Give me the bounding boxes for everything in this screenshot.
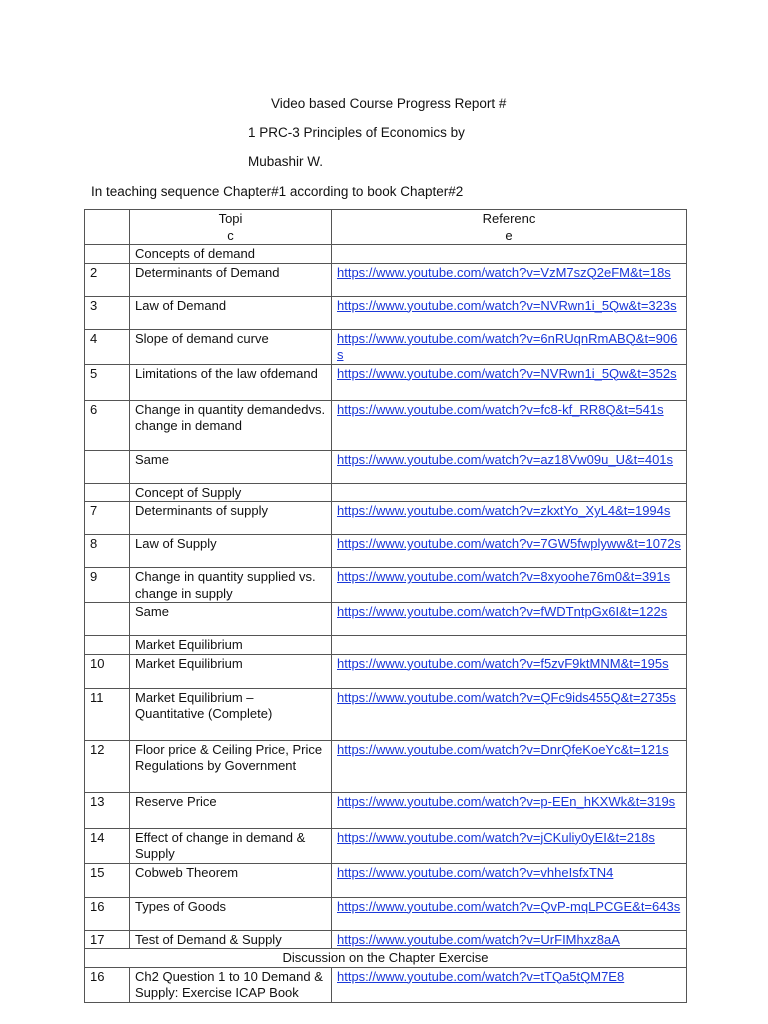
row-topic: Cobweb Theorem [130,863,332,897]
row-topic: Limitations of the law ofdemand [130,364,332,400]
row-topic: Same [130,450,332,483]
video-link[interactable]: https://www.youtube.com/watch?v=8xyoohe76m0&t=391s [337,569,671,584]
video-link[interactable]: https://www.youtube.com/watch?v=fc8-kf_RR8Q&t=541s [337,401,664,417]
teaching-sequence-note: In teaching sequence Chapter#1 according to book Chapter#2 [91,184,464,199]
row-number: 2 [85,263,130,296]
empty-cell [85,245,130,264]
video-link[interactable]: https://www.youtube.com/watch?v=NVRwn1i_5Qw&t=323s [337,297,677,313]
table-row [85,502,687,535]
table-row [85,828,687,863]
header-topic-part-2: c [227,227,234,243]
row-reference [332,688,687,740]
video-link[interactable]: https://www.youtube.com/watch?v=6nRUqnRmABQ&t=906s [337,330,678,362]
table-row [85,400,687,450]
video-link[interactable]: https://www.youtube.com/watch?v=f5zvF9ktMNM&t=195s [337,655,669,671]
row-reference [332,450,687,483]
row-number [85,450,130,483]
row-topic: Test of Demand & Supply [130,930,332,949]
section-concepts-of-demand: Concepts of demand [130,245,332,264]
section-row [85,949,687,968]
section-row [85,636,687,655]
row-number: 5 [85,364,130,400]
row-topic: Types of Goods [130,897,332,930]
video-link[interactable]: https://www.youtube.com/watch?v=p-EEn_hKXWk&t=319s [337,793,676,809]
row-number: 6 [85,400,130,450]
row-number: 10 [85,654,130,688]
row-topic: Law of Demand [130,296,332,329]
video-link[interactable]: https://www.youtube.com/watch?v=tTQa5tQM7E8 [337,968,625,984]
row-topic: Market Equilibrium [130,654,332,688]
video-link[interactable]: https://www.youtube.com/watch?v=fWDTntpGx6I&t=122s [337,604,668,619]
row-topic: Slope of demand curve [130,329,332,364]
row-topic: Floor price & Ceiling Price, Price Regulations by Government [130,740,332,792]
table-row [85,296,687,329]
row-reference [332,263,687,296]
video-link[interactable]: https://www.youtube.com/watch?v=zkxtYo_XyL4&t=1994s [337,503,671,518]
row-topic: Determinants of Demand [130,263,332,296]
row-number: 3 [85,296,130,329]
empty-cell [332,245,687,264]
row-reference [332,967,687,1002]
report-author: Mubashir W. [248,154,324,169]
progress-table [84,209,687,1003]
table-row [85,967,687,1002]
row-reference [332,568,687,603]
video-link[interactable]: https://www.youtube.com/watch?v=UrFIMhxz8aA [337,931,620,947]
header-reference-cell [332,210,687,245]
section-chapter-exercise: Discussion on the Chapter Exercise [85,949,687,968]
row-reference [332,364,687,400]
video-link[interactable]: https://www.youtube.com/watch?v=QvP-mqLPCGE&t=643s [337,898,681,914]
row-reference [332,740,687,792]
table-row [85,568,687,603]
table-row [85,863,687,897]
table-row [85,364,687,400]
section-market-equilibrium: Market Equilibrium [130,636,332,655]
table-row [85,654,687,688]
video-link[interactable]: https://www.youtube.com/watch?v=DnrQfeKoeYc&t=121s [337,741,669,757]
row-reference [332,654,687,688]
video-link[interactable]: https://www.youtube.com/watch?v=NVRwn1i_5Qw&t=352s [337,365,677,381]
row-topic: Market Equilibrium – Quantitative (Complete) [130,688,332,740]
video-link[interactable]: https://www.youtube.com/watch?v=az18Vw09u_U&t=401s [337,451,674,467]
row-reference [332,400,687,450]
row-number: 15 [85,863,130,897]
header-reference-part-2: e [505,227,513,243]
header-num-cell [85,210,130,245]
table-row [85,897,687,930]
row-number: 14 [85,828,130,863]
row-reference [332,792,687,828]
row-topic: Reserve Price [130,792,332,828]
table-row [85,263,687,296]
table-row [85,329,687,364]
report-title-line-2: 1 PRC-3 Principles of Economics by [248,125,465,140]
row-reference [332,863,687,897]
row-number: 11 [85,688,130,740]
header-reference-part-1: Referenc [482,211,536,226]
section-row [85,245,687,264]
row-number: 8 [85,535,130,568]
row-number: 17 [85,930,130,949]
row-reference [332,897,687,930]
row-reference [332,535,687,568]
row-topic: Ch2 Question 1 to 10 Demand & Supply: Exercise ICAP Book [130,967,332,1002]
table-row [85,792,687,828]
row-number: 9 [85,568,130,603]
row-reference [332,329,687,364]
video-link[interactable]: https://www.youtube.com/watch?v=VzM7szQ2eFM&t=18s [337,264,671,280]
row-number: 12 [85,740,130,792]
video-link[interactable]: https://www.youtube.com/watch?v=jCKuliy0yEI&t=218s [337,829,655,845]
video-link[interactable]: https://www.youtube.com/watch?v=QFc9ids455Q&t=2735s [337,689,676,705]
empty-cell [332,483,687,502]
report-title-line-1: Video based Course Progress Report # [271,96,507,111]
empty-cell [85,636,130,655]
table-row [85,930,687,949]
row-reference [332,296,687,329]
empty-cell [85,483,130,502]
row-reference [332,502,687,535]
row-reference [332,828,687,863]
row-topic: Determinants of supply [130,502,332,535]
video-link[interactable]: https://www.youtube.com/watch?v=vhheIsfxTN4 [337,864,614,880]
table-row [85,535,687,568]
header-topic-cell [130,210,332,245]
table-row [85,603,687,636]
row-topic: Change in quantity supplied vs. change in supply [130,568,332,603]
row-topic: Law of Supply [130,535,332,568]
header-topic-part-1: Topi [218,211,243,226]
row-number: 13 [85,792,130,828]
row-reference [332,603,687,636]
row-number: 4 [85,329,130,364]
empty-cell [332,636,687,655]
row-reference [332,930,687,949]
row-number: 16 [85,967,130,1002]
table-row [85,740,687,792]
header-row [85,210,687,245]
section-row [85,483,687,502]
table-row [85,688,687,740]
table-row [85,450,687,483]
section-concept-of-supply: Concept of Supply [130,483,332,502]
row-number: 7 [85,502,130,535]
row-topic: Same [130,603,332,636]
video-link[interactable]: https://www.youtube.com/watch?v=7GW5fwplyww&t=1072s [337,536,681,551]
row-number: 16 [85,897,130,930]
row-number [85,603,130,636]
row-topic: Effect of change in demand & Supply [130,828,332,863]
row-topic: Change in quantity demandedvs. change in demand [130,400,332,450]
